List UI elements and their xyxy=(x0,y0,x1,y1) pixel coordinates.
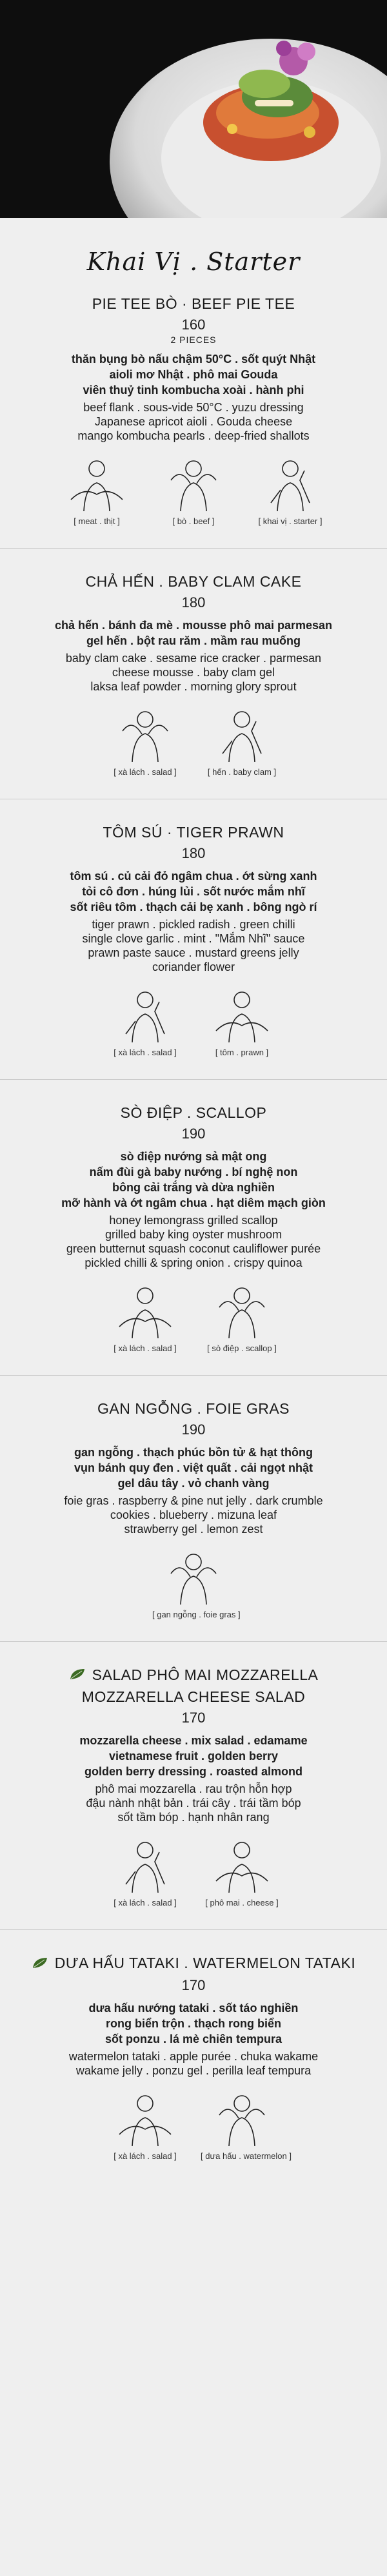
description-line: gan ngỗng . thạch phúc bồn tử & hạt thông xyxy=(74,1446,313,1459)
sign-language-row xyxy=(18,1836,369,1908)
hand-sign-icon xyxy=(104,986,186,1044)
sign-language-illustration xyxy=(201,1282,283,1353)
description-line: viên thuỷ tinh kombucha xoài . hành phi xyxy=(83,384,304,396)
description-line: green butternut squash coconut cauliflower purée xyxy=(66,1242,321,1255)
sign-label: [ gan ngỗng . foie gras ] xyxy=(152,1610,241,1619)
hand-sign-icon xyxy=(152,1548,235,1606)
description-line: thăn bụng bò nấu chậm 50°C . sốt quýt Nhật xyxy=(71,353,316,366)
dish-description-english xyxy=(18,400,369,443)
description-line: đậu nành nhật bản . trái cây . trái tầm bóp xyxy=(86,1797,301,1810)
divider xyxy=(0,548,387,549)
dish-title xyxy=(18,573,369,590)
description-line: cheese mousse . baby clam gel xyxy=(112,666,275,679)
sign-label: [ meat . thịt ] xyxy=(74,516,120,526)
description-line: laksa leaf powder . morning glory sprout xyxy=(90,680,297,693)
hand-sign-icon xyxy=(104,1282,186,1340)
sign-language-illustration xyxy=(55,454,138,526)
dish-title-text: GAN NGỖNG . FOIE GRAS xyxy=(97,1400,290,1417)
description-line: watermelon tataki . apple purée . chuka wakame xyxy=(68,2049,319,2063)
hand-sign-icon xyxy=(201,705,283,763)
divider xyxy=(0,1929,387,1930)
divider xyxy=(0,1375,387,1376)
dish-price: 180 xyxy=(181,845,206,861)
dish-description-english xyxy=(18,917,369,974)
sign-label: [ xà lách . salad ] xyxy=(114,1343,177,1353)
sign-label: [ hến . baby clam ] xyxy=(207,767,277,777)
hand-sign-icon xyxy=(201,986,283,1044)
sign-language-illustration xyxy=(152,1548,241,1619)
dish-description-vietnamese xyxy=(18,868,369,915)
dish-price: 190 xyxy=(181,1126,206,1142)
sign-label: [ dưa hấu . watermelon ] xyxy=(201,2151,292,2161)
description-line: mỡ hành và ớt ngâm chua . hạt diêm mạch giòn xyxy=(61,1196,326,1209)
description-line: aioli mơ Nhật . phô mai Gouda xyxy=(109,368,278,381)
description-line: prawn paste sauce . mustard greens jelly xyxy=(88,946,299,959)
sign-label: [ xà lách . salad ] xyxy=(114,2151,177,2161)
dish-item xyxy=(0,1955,387,2160)
description-line: coriander flower xyxy=(152,961,235,973)
dish-title-text: CHẢ HẾN . BABY CLAM CAKE xyxy=(85,573,302,590)
hand-sign-icon xyxy=(104,1836,186,1894)
sign-language-illustration xyxy=(104,986,186,1057)
leaf-icon xyxy=(32,1956,48,1973)
dish-title-text: TÔM SÚ · TIGER PRAWN xyxy=(103,824,284,841)
description-line: wakame jelly . ponzu gel . perilla leaf tempura xyxy=(75,2064,312,2077)
dish-item xyxy=(0,573,387,777)
dish-price: 190 xyxy=(181,1421,206,1438)
sign-label: [ sò điệp . scallop ] xyxy=(207,1343,277,1353)
description-line: cookies . blueberry . mizuna leaf xyxy=(110,1508,277,1521)
sign-language-illustration xyxy=(104,2089,186,2161)
sign-language-row xyxy=(18,454,369,526)
description-line: sốt ponzu . lá mè chiên tempura xyxy=(104,2032,283,2045)
hand-sign-icon xyxy=(201,1836,283,1894)
sign-language-row xyxy=(18,986,369,1057)
sign-language-illustration xyxy=(201,986,283,1057)
sign-label: [ khai vị . starter ] xyxy=(258,516,322,526)
dish-item xyxy=(0,1666,387,1908)
sign-label: [ phô mai . cheese ] xyxy=(205,1898,279,1908)
dish-description-vietnamese xyxy=(18,1445,369,1491)
dish-list xyxy=(0,295,387,2161)
description-line: foie gras . raspberry & pine nut jelly . dark crumble xyxy=(64,1494,323,1507)
dish-title-text: SÒ ĐIỆP . SCALLOP xyxy=(120,1104,267,1121)
sign-language-illustration xyxy=(104,1836,186,1908)
description-line: mozzarella cheese . mix salad . edamame xyxy=(79,1734,308,1748)
sign-label: [ xà lách . salad ] xyxy=(114,1048,177,1057)
dish-description-vietnamese xyxy=(18,1733,369,1779)
description-line: vụn bánh quy đen . việt quất . cải ngọt nhật xyxy=(74,1461,313,1474)
dish-title xyxy=(18,1104,369,1122)
leaf-icon xyxy=(69,1667,86,1684)
sign-language-row xyxy=(18,1282,369,1353)
description-line: chả hến . bánh đa mè . mousse phô mai parmesan xyxy=(54,619,333,632)
description-line: beef flank . sous-vide 50°C . yuzu dressing xyxy=(83,401,304,414)
description-line: dưa hấu nướng tataki . sốt táo nghiền xyxy=(88,2001,299,2015)
description-line: strawberry gel . lemon zest xyxy=(124,1523,263,1536)
description-line: baby clam cake . sesame rice cracker . parmesan xyxy=(65,652,322,665)
divider xyxy=(0,1641,387,1642)
hero-food-photo xyxy=(0,0,387,218)
dish-title xyxy=(18,295,369,313)
description-line: gel dâu tây . vỏ chanh vàng xyxy=(117,1477,270,1490)
dish-item xyxy=(0,824,387,1057)
hand-sign-icon xyxy=(55,454,138,512)
hand-sign-icon xyxy=(104,705,186,763)
sign-label: [ bò . beef ] xyxy=(172,516,215,526)
sign-language-illustration xyxy=(201,2089,292,2161)
description-line: sốt tầm bóp . hạnh nhân rang xyxy=(117,1811,270,1824)
dish-title-secondary: MOZZARELLA CHEESE SALAD xyxy=(81,1688,306,1706)
description-line: rong biển trộn . thạch rong biển xyxy=(106,2016,281,2030)
dish-description-english xyxy=(18,651,369,694)
description-line: sò điệp nướng sả mật ong xyxy=(120,1150,267,1163)
dish-price: 170 xyxy=(181,1976,206,1993)
description-line: bông cải trắng và dừa nghiền xyxy=(112,1181,275,1194)
dish-item xyxy=(0,1104,387,1353)
dish-item xyxy=(0,1400,387,1619)
dish-description-vietnamese xyxy=(18,351,369,398)
dish-price: 180 xyxy=(181,594,206,610)
sign-language-illustration xyxy=(104,1282,186,1353)
description-line: nấm đùi gà baby nướng . bí nghệ non xyxy=(89,1166,298,1178)
dish-title-text: SALAD PHÔ MAI MOZZARELLA xyxy=(92,1666,319,1683)
hand-sign-icon xyxy=(249,454,332,512)
dish-item xyxy=(0,295,387,526)
dish-price: 170 xyxy=(181,1710,206,1726)
description-line: pickled chilli & spring onion . crispy quinoa xyxy=(84,1256,303,1269)
sign-language-illustration xyxy=(104,705,186,777)
dish-description-vietnamese xyxy=(18,1149,369,1211)
sign-label: [ xà lách . salad ] xyxy=(114,1898,177,1908)
description-line: tôm sú . củ cải đỏ ngâm chua . ớt sừng xanh xyxy=(70,870,317,883)
hand-sign-icon xyxy=(152,454,235,512)
dish-description-english xyxy=(18,1782,369,1824)
dish-description-english xyxy=(18,1213,369,1270)
sign-language-illustration xyxy=(201,1836,283,1908)
sign-language-illustration xyxy=(201,705,283,777)
description-line: gel hến . bột rau răm . mầm rau muống xyxy=(86,634,301,647)
dish-title-text: DƯA HẤU TATAKI . WATERMELON TATAKI xyxy=(54,1955,356,1972)
description-line: single clove garlic . mint . "Mắm Nhĩ" sauce xyxy=(82,932,305,945)
description-line: honey lemongrass grilled scallop xyxy=(109,1214,278,1227)
description-line: grilled baby king oyster mushroom xyxy=(104,1228,283,1241)
description-line: tiger prawn . pickled radish . green chilli xyxy=(92,918,295,931)
dish-description-english xyxy=(18,2049,369,2078)
dish-title-text: PIE TEE BÒ · BEEF PIE TEE xyxy=(92,295,295,312)
dish-title xyxy=(18,824,369,841)
description-line: golden berry dressing . roasted almond xyxy=(84,1765,303,1779)
dish-pieces: 2 PIECES xyxy=(170,335,217,345)
description-line: mango kombucha pearls . deep-fried shallots xyxy=(77,429,310,442)
dish-description-vietnamese xyxy=(18,2000,369,2047)
dish-price: 160 xyxy=(181,317,206,333)
description-line: vietnamese fruit . golden berry xyxy=(108,1750,279,1763)
description-line: phô mai mozzarella . rau trộn hỗn hợp xyxy=(95,1782,292,1796)
sign-language-illustration xyxy=(249,454,332,526)
sign-label: [ tôm . prawn ] xyxy=(215,1048,269,1057)
description-line: tỏi cô đơn . húng lủi . sốt nước mắm nhĩ xyxy=(82,885,305,898)
description-line: Japanese apricot aioli . Gouda cheese xyxy=(94,415,293,428)
dish-title xyxy=(18,1400,369,1418)
description-line: sốt riêu tôm . thạch cải bẹ xanh . bông ngò rí xyxy=(70,901,317,913)
sign-language-row xyxy=(18,1548,369,1619)
menu-section-heading: Khai Vị . Starter xyxy=(86,248,301,276)
hand-sign-icon xyxy=(201,1282,283,1340)
dish-description-vietnamese xyxy=(18,618,369,649)
sign-language-illustration xyxy=(152,454,235,526)
hand-sign-icon xyxy=(104,2089,186,2147)
divider xyxy=(0,1079,387,1080)
dish-title xyxy=(18,1666,369,1684)
sign-label: [ xà lách . salad ] xyxy=(114,767,177,777)
sign-language-row xyxy=(18,705,369,777)
dish-description-english xyxy=(18,1494,369,1536)
hand-sign-icon xyxy=(201,2089,283,2147)
sign-language-row xyxy=(18,2089,369,2161)
dish-title xyxy=(18,1955,369,1973)
